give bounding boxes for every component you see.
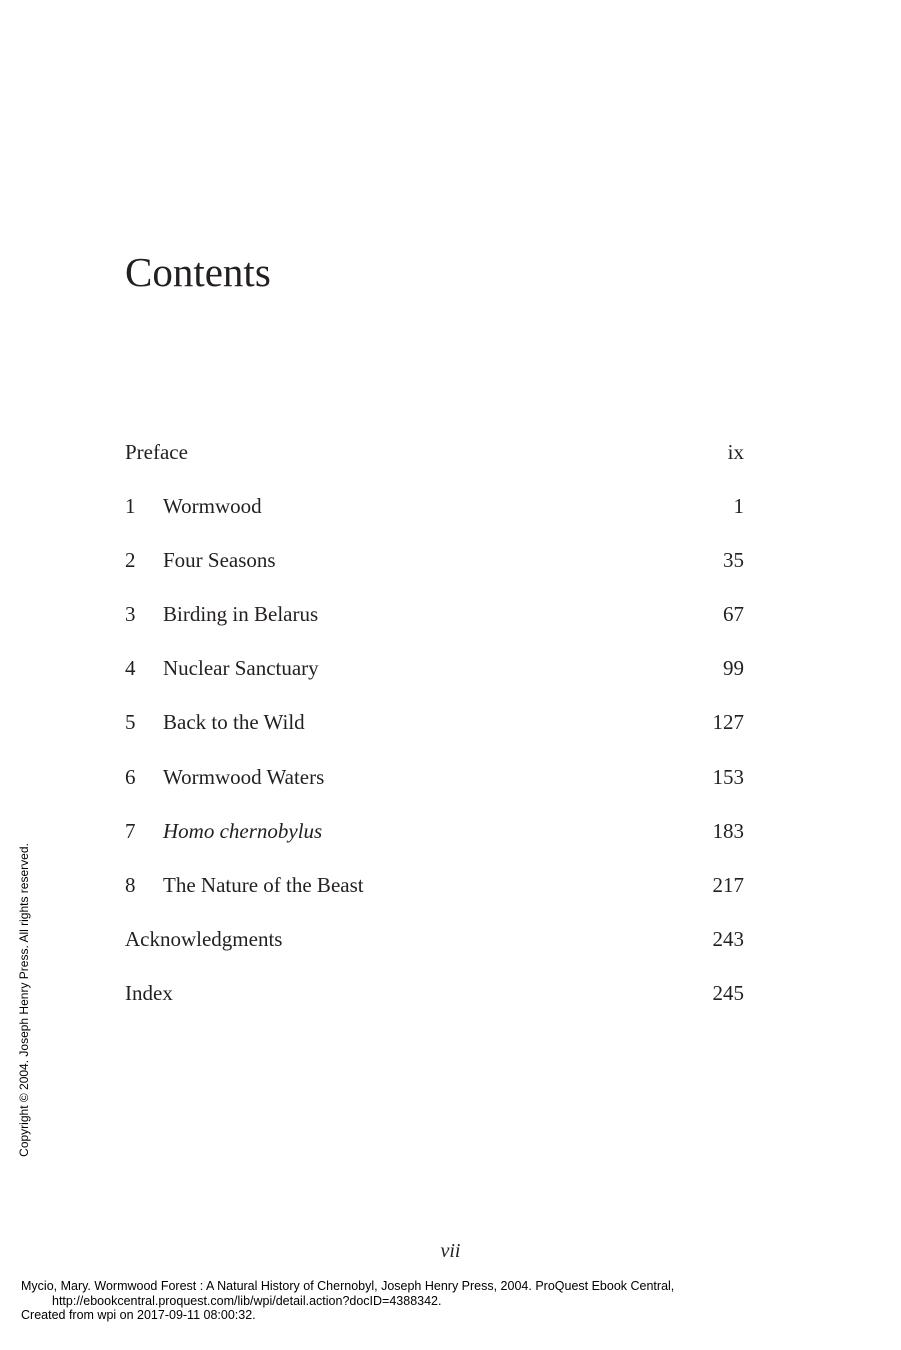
toc-entry-page: 183 bbox=[712, 818, 744, 843]
toc-entry bbox=[125, 651, 744, 705]
side-copyright-notice: Copyright © 2004. Joseph Henry Press. All rights reserved. bbox=[17, 843, 31, 1157]
toc-entry-page: 153 bbox=[712, 764, 744, 789]
toc-entry-title: Homo chernobylus bbox=[163, 818, 323, 843]
toc-entry bbox=[125, 543, 744, 597]
toc-entry-number: 1 bbox=[125, 494, 136, 519]
toc-entry-page: 217 bbox=[712, 872, 744, 897]
toc-entry bbox=[125, 705, 744, 759]
toc-entry-title: Nuclear Sanctuary bbox=[163, 656, 319, 681]
toc-entry-page: 245 bbox=[712, 980, 744, 1005]
toc-entry-page: 243 bbox=[712, 926, 744, 951]
toc-entry bbox=[125, 760, 744, 814]
toc-entry-number: 6 bbox=[125, 764, 136, 789]
toc-entry-number: 3 bbox=[125, 602, 136, 627]
toc-entry-title: Index bbox=[125, 980, 173, 1005]
citation-url: http://ebookcentral.proquest.com/lib/wpi/detail.action?docID=4388342. bbox=[52, 1293, 442, 1308]
toc-entry-page: ix bbox=[727, 440, 744, 464]
toc-entry bbox=[125, 868, 744, 922]
toc-entry-title: Back to the Wild bbox=[163, 710, 305, 735]
toc-entry-title: Birding in Belarus bbox=[163, 602, 319, 627]
table-of-contents bbox=[125, 435, 744, 1030]
page-number: vii bbox=[440, 1240, 461, 1262]
toc-entry bbox=[125, 597, 744, 651]
toc-entry-number: 4 bbox=[125, 656, 136, 681]
toc-entry-title: Preface bbox=[125, 440, 188, 464]
toc-entry-page: 99 bbox=[723, 656, 744, 681]
toc-entry bbox=[125, 922, 744, 976]
toc-entry-number: 2 bbox=[125, 548, 136, 573]
toc-entry-title: Wormwood bbox=[163, 494, 262, 519]
toc-entry bbox=[125, 489, 744, 543]
toc-entry-title: Wormwood Waters bbox=[163, 764, 325, 789]
toc-entry bbox=[125, 814, 744, 868]
toc-entry-page: 35 bbox=[723, 548, 744, 573]
citation-line: Mycio, Mary. Wormwood Forest : A Natural History of Chernobyl, Joseph Henry Press, 2004. ProQuest Ebook Central, bbox=[21, 1279, 675, 1293]
citation-footer bbox=[21, 1279, 674, 1323]
toc-entry-page: 1 bbox=[733, 494, 744, 519]
toc-entry-number: 7 bbox=[125, 818, 136, 843]
toc-entry-title: The Nature of the Beast bbox=[163, 872, 364, 897]
toc-entry-page: 67 bbox=[723, 602, 744, 627]
toc-entry-page: 127 bbox=[712, 710, 744, 735]
toc-entry-title: Four Seasons bbox=[163, 548, 276, 573]
citation-created: Created from wpi on 2017-09-11 08:00:32. bbox=[21, 1308, 256, 1322]
toc-entry-title: Acknowledgments bbox=[125, 926, 283, 951]
toc-entry-number: 8 bbox=[125, 872, 136, 897]
toc-entry bbox=[125, 976, 744, 1030]
page-title: Contents bbox=[125, 249, 271, 295]
toc-entry bbox=[125, 435, 744, 489]
toc-entry-number: 5 bbox=[125, 710, 136, 735]
